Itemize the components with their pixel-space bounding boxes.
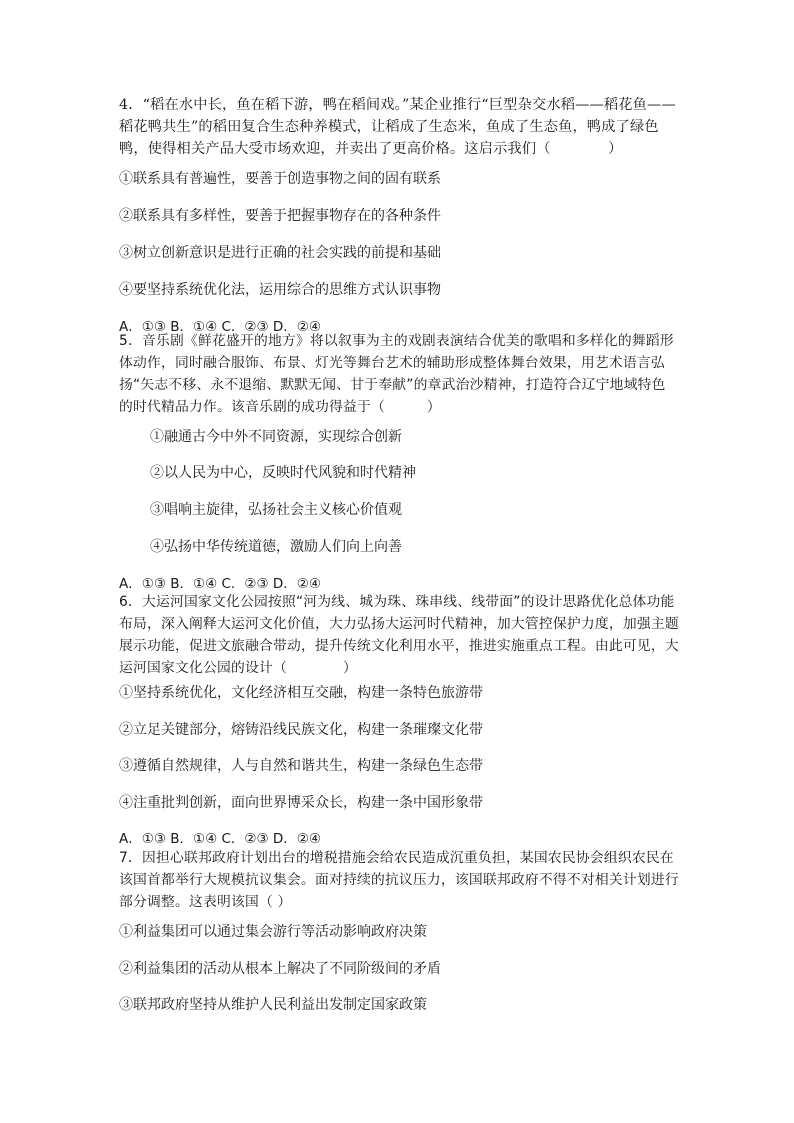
question-4-answer-choices: A．①③ B．①④ C．②③ D．②④ — [119, 319, 322, 335]
question-4-option-2: ②联系具有多样性，要善于把握事物存在的各种条件 — [119, 208, 441, 224]
question-5-option-4: ④弘扬中华传统道德，激励人们向上向善 — [150, 539, 402, 555]
question-6-stem: 6．大运河国家文化公园按照“河为线、城为珠、珠串线、线带面”的设计思路优化总体功能布局，深入阐释大运河文化价值，大力弘扬大运河时代精神，加大管控保护力度，加强主题展示功能，促进文旅融合带动，提升传统文化利用水平，推进实施重点工程。由此可见，大运河国家文化公园的设计（ ） — [119, 594, 679, 676]
question-4-stem: 4．“稻在水中长，鱼在稻下游，鸭在稻间戏。”某企业推行“巨型杂交水稻——稻花鱼——稻花鸭共生”的稻田复合生态种养模式，让稻成了生态米，鱼成了生态鱼，鸭成了绿色鸭，使得相关产品大受市场欢迎，并卖出了更高价格。这启示我们（ ） — [119, 97, 676, 157]
question-6-option-2: ②立足关键部分，熔铸沿线民族文化，构建一条璀璨文化带 — [119, 722, 483, 738]
question-6-option-3: ③遵循自然规律，人与自然和谐共生，构建一条绿色生态带 — [119, 758, 483, 774]
question-5-stem: 5．音乐剧《鲜花盛开的地方》将以叙事为主的戏剧表演结合优美的歌唱和多样化的舞蹈形体动作，同时融合服饰、布景、灯光等舞台艺术的辅助形成整体舞台效果，用艺术语言弘扬“矢志不移、永不退缩、默默无闻、甘于奉献”的章武治沙精神，打造符合辽宁地域特色的时代精品力作。该音乐剧的成功得益于（ ） — [119, 333, 674, 415]
question-7-option-3: ③联邦政府坚持从维护人民利益出发制定国家政策 — [119, 997, 427, 1013]
question-7-stem: 7．因担心联邦政府计划出台的增税措施会给农民造成沉重负担，某国农民协会组织农民在该国首都举行大规模抗议集会。面对持续的抗议压力，该国联邦政府不得不对相关计划进行部分调整。这表明该国（ ） — [119, 850, 679, 910]
question-6-answer-choices: A．①③ B．①④ C．②③ D．②④ — [119, 831, 322, 847]
question-5-answer-choices: A．①③ B．①④ C．②③ D．②④ — [119, 576, 322, 592]
question-4-option-1: ①联系具有普遍性，要善于创造事物之间的固有联系 — [119, 171, 441, 187]
question-5-option-2: ②以人民为中心，反映时代风貌和时代精神 — [150, 465, 416, 481]
question-6-option-1: ①坚持系统优化，文化经济相互交融，构建一条特色旅游带 — [119, 685, 483, 701]
question-4-option-4: ④要坚持系统优化法，运用综合的思维方式认识事物 — [119, 282, 441, 298]
question-5-option-3: ③唱响主旋律，弘扬社会主义核心价值观 — [150, 502, 402, 518]
question-4-option-3: ③树立创新意识是进行正确的社会实践的前提和基础 — [119, 245, 441, 261]
question-7-option-1: ①利益集团可以通过集会游行等活动影响政府决策 — [119, 924, 427, 940]
question-5-option-1: ①融通古今中外不同资源，实现综合创新 — [150, 429, 402, 445]
question-6-option-4: ④注重批判创新，面向世界博采众长，构建一条中国形象带 — [119, 795, 483, 811]
question-7-option-2: ②利益集团的活动从根本上解决了不同阶级间的矛盾 — [119, 961, 441, 977]
